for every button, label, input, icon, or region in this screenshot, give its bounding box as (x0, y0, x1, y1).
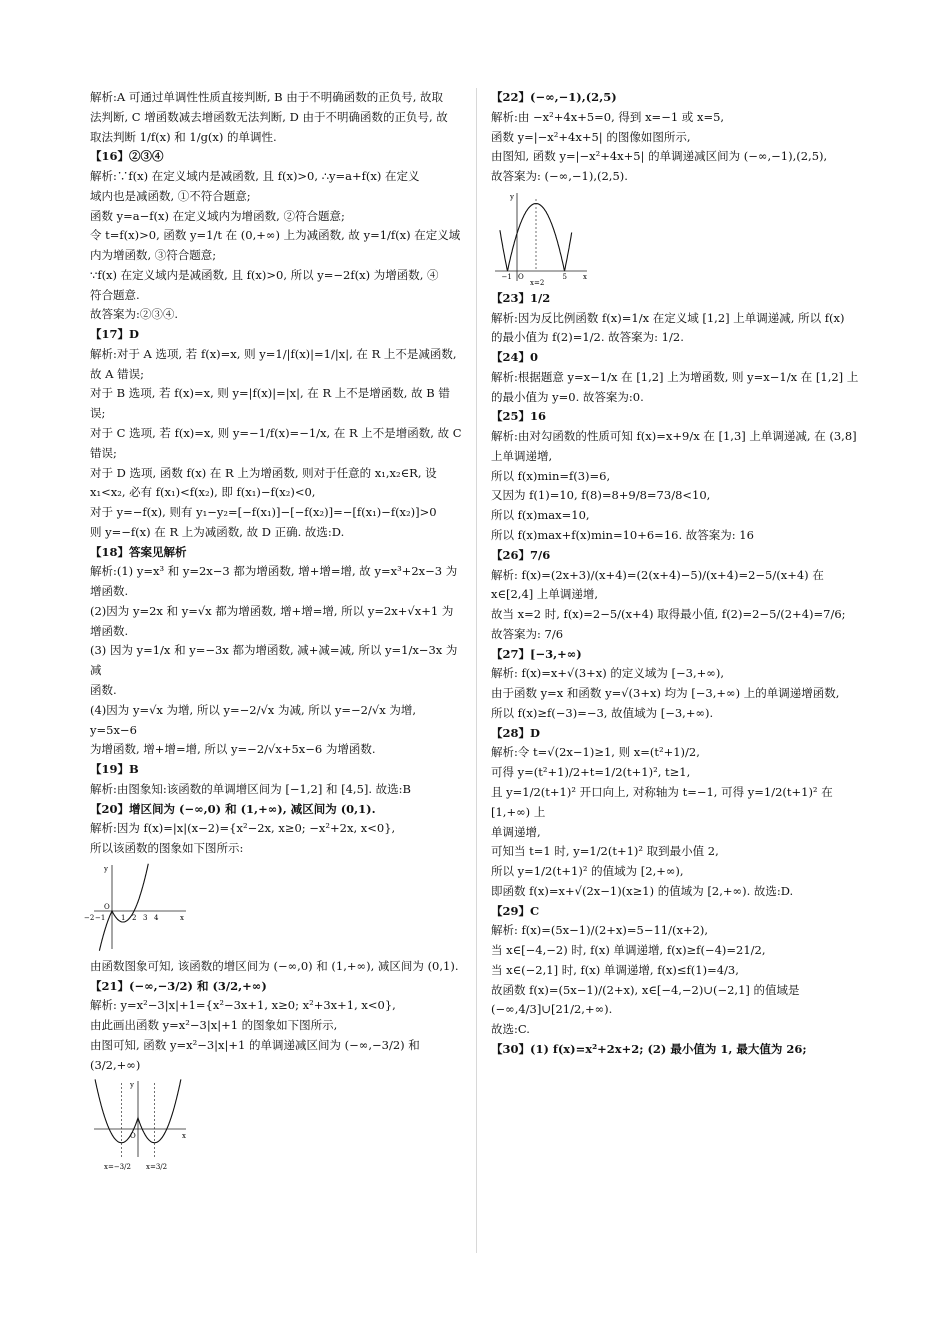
explanation-line: 所以 f(x)max=10, (491, 508, 590, 523)
explanation-line: 的最小值为 y=0. 故答案为:0. (491, 389, 644, 404)
explanation-line: 单调递增, (491, 824, 541, 839)
answer-heading: 【21】(−∞,−3/2) 和 (3/2,+∞) (90, 978, 267, 993)
tick-label: x=−3/2 (104, 1163, 131, 1172)
explanation-line: 可得 y=(t²+1)/2+t=1/2(t+1)², t≥1, (491, 765, 691, 780)
explanation-line: 又因为 f(1)=10, f(8)=8+9/8=73/8<10, (491, 488, 711, 503)
explanation-line: 对于 D 选项, 函数 f(x) 在 R 上为增函数, 则对于任意的 x₁,x₂∈R, 设 (90, 465, 437, 480)
answer-heading: 【26】7/6 (491, 547, 551, 562)
explanation-line: 增函数. (90, 623, 129, 638)
tick-label: x (180, 913, 184, 922)
explanation-line: 可知当 t=1 时, y=1/2(t+1)² 取到最小值 2, (491, 844, 719, 859)
tick-label: 4 (154, 913, 159, 922)
explanation-line: 故答案为: (−∞,−1),(2,5). (491, 169, 628, 184)
answer-heading: 【16】②③④ (90, 149, 164, 164)
explanation-line: 法判断, C 增函数减去增函数无法判断, D 由于不明确函数的正负号, 故 (90, 109, 448, 124)
explanation-line: 故选:C. (491, 1022, 530, 1037)
explanation-line: 由此画出函数 y=x²−3|x|+1 的图象如下图所示, (90, 1018, 338, 1033)
explanation-line: 由图可知, 函数 y=x²−3|x|+1 的单调递减区间为 (−∞,−3/2) 和 (3/2,+∞) (90, 1037, 420, 1072)
explanation-line: 故当 x=2 时, f(x)=2−5/(x+4) 取得最小值, f(2)=2−5/(2+4)=7/6; (491, 607, 846, 622)
tick-label: x (583, 272, 587, 281)
explanation-line: 对于 C 选项, 若 f(x)=x, 则 y=−1/f(x)=−1/x, 在 R 上不是增函数, 故 C (90, 426, 462, 441)
graph-fig20 (84, 861, 190, 953)
explanation-line: (4)因为 y=√x 为增, 所以 y=−2/√x 为减, 所以 y=−2/√x 为增, y=5x−6 (90, 702, 416, 737)
explanation-line: 解析:由对勾函数的性质可知 f(x)=x+9/x 在 [1,3] 上单调递减, 在 (3,8] (491, 429, 857, 444)
explanation-line: 解析:因为反比例函数 f(x)=1/x 在定义域 [1,2] 上单调递减, 所以 f(x) (491, 310, 845, 325)
explanation-line: 内为增函数, ③符合题意; (90, 248, 217, 263)
explanation-line: 的最小值为 f(2)=1/2. 故答案为: 1/2. (491, 330, 684, 345)
explanation-line: 解析: f(x)=(2x+3)/(x+4)=(2(x+4)−5)/(x+4)=2−5/(x+4) 在 x∈[2,4] 上单调递增, (491, 567, 824, 602)
column-divider (476, 88, 477, 1253)
answer-heading: 【18】答案见解析 (90, 544, 187, 559)
explanation-line: 解析:由图象知:该函数的单调增区间为 [−1,2] 和 [4,5]. 故选:B (90, 781, 412, 796)
explanation-line: 域内也是减函数, ①不符合题意; (90, 188, 251, 203)
tick-label: −2 (84, 913, 95, 922)
explanation-line: 则 y=−f(x) 在 R 上为减函数, 故 D 正确. 故选:D. (90, 524, 345, 539)
explanation-line: 上单调递增, (491, 448, 553, 463)
tick-label: y (510, 192, 514, 201)
explanation-line: 函数 y=|−x²+4x+5| 的图像如图所示, (491, 129, 691, 144)
tick-label: y (130, 1081, 134, 1090)
explanation-line: 由图知, 函数 y=|−x²+4x+5| 的单调递减区间为 (−∞,−1),(2,5), (491, 149, 828, 164)
explanation-line: 所以 f(x)max+f(x)min=10+6=16. 故答案为: 16 (491, 528, 754, 543)
explanation-line: 所以 f(x)min=f(3)=6, (491, 468, 611, 483)
graph-fig22 (491, 189, 591, 285)
explanation-line: 解析:根据题意 y=x−1/x 在 [1,2] 上为增函数, 则 y=x−1/x 在 [1,2] 上 (491, 369, 859, 384)
tick-label: O (518, 272, 524, 281)
figure-fig22 (491, 189, 861, 285)
axes (94, 1081, 186, 1157)
explanation-line: 错误; (90, 445, 117, 460)
figure-fig21 (90, 1077, 462, 1177)
explanation-line: 符合题意. (90, 287, 140, 302)
explanation-line: 函数 y=a−f(x) 在定义域内为增函数, ②符合题意; (90, 208, 345, 223)
explanation-line: 对于 B 选项, 若 f(x)=x, 则 y=|f(x)|=|x|, 在 R 上不是增函数, 故 B 错 (90, 386, 450, 401)
tick-label: 5 (562, 272, 567, 281)
explanation-line: 当 x∈(−2,1] 时, f(x) 单调递增, f(x)≤f(1)=4/3, (491, 962, 739, 977)
explanation-line: 误; (90, 406, 106, 421)
answer-heading: 【22】(−∞,−1),(2,5) (491, 90, 617, 104)
left-column (84, 88, 462, 1181)
tick-label: x=3/2 (146, 1163, 168, 1172)
explanation-line: 所以该函数的图象如下图所示: (90, 841, 244, 856)
graph-fig21 (90, 1077, 190, 1177)
explanation-line: 即函数 f(x)=x+√(2x−1)(x≥1) 的值域为 [2,+∞). 故选:D. (491, 883, 794, 898)
explanation-line: 当 x∈[−4,−2) 时, f(x) 单调递增, f(x)≥f(−4)=21/2, (491, 943, 766, 958)
explanation-line: (2)因为 y=2x 和 y=√x 都为增函数, 增+增=增, 所以 y=2x+√x+1 为 (90, 603, 454, 618)
answer-heading: 【29】C (491, 903, 540, 918)
explanation-line: 令 t=f(x)>0, 函数 y=1/t 在 (0,+∞) 上为减函数, 故 y=1/f(x) 在定义域 (90, 228, 461, 243)
explanation-line: 故 A 错误; (90, 366, 144, 381)
answer-heading: 【24】0 (491, 350, 539, 365)
explanation-line: 函数. (90, 682, 117, 697)
tick-label: −1 (501, 272, 512, 281)
tick-label: x=2 (530, 278, 545, 287)
explanation-line: 解析:A 可通过单调性性质直接判断, B 由于不明确函数的正负号, 故取 (90, 90, 444, 104)
figure-fig20 (84, 861, 462, 953)
explanation-line: 由函数图象可知, 该函数的增区间为 (−∞,0) 和 (1,+∞), 减区间为 (0,1). (90, 958, 459, 973)
right-column (491, 88, 861, 1060)
tick-label: 1 (121, 913, 126, 922)
explanation-line: 解析:∵f(x) 在定义域内是减函数, 且 f(x)>0, ∴y=a+f(x) 在定义 (90, 169, 420, 184)
explanation-line: 解析: f(x)=x+√(3+x) 的定义域为 [−3,+∞), (491, 666, 725, 681)
explanation-line: 故答案为: 7/6 (491, 626, 564, 641)
answer-heading: 【20】增区间为 (−∞,0) 和 (1,+∞), 减区间为 (0,1). (90, 801, 376, 816)
explanation-line: 增函数. (90, 584, 129, 599)
explanation-line: 且 y=1/2(t+1)² 开口向上, 对称轴为 t=−1, 可得 y=1/2(t+1)² 在 [1,+∞) 上 (491, 784, 833, 819)
explanation-line: (3) 因为 y=1/x 和 y=−3x 都为增函数, 减+减=减, 所以 y=1/x−3x 为减 (90, 643, 458, 678)
explanation-line: 故函数 f(x)=(5x−1)/(2+x), x∈[−4,−2)∪(−2,1] 的值域是 (−∞,4/3]∪[21/2,+∞). (491, 982, 800, 1017)
tick-label: 2 (132, 913, 137, 922)
explanation-line: ∵f(x) 在定义域内是减函数, 且 f(x)>0, 所以 y=−2f(x) 为增函数, ④ (90, 267, 439, 282)
tick-label: O (104, 902, 110, 911)
tick-label: y (104, 864, 108, 873)
explanation-line: x₁<x₂, 必有 f(x₁)<f(x₂), 即 f(x₁)−f(x₂)<0, (90, 485, 316, 500)
explanation-line: 为增函数, 增+增=增, 所以 y=−2/√x+5x−6 为增函数. (90, 742, 376, 757)
explanation-line: 解析:因为 f(x)=|x|(x−2)={x²−2x, x≥0; −x²+2x, x<0}, (90, 821, 396, 836)
explanation-line: 故答案为:②③④. (90, 307, 179, 322)
tick-label: x (182, 1132, 186, 1141)
explanation-line: 取法判断 1/f(x) 和 1/g(x) 的单调性. (90, 129, 277, 144)
explanation-line: 解析:由 −x²+4x+5=0, 得到 x=−1 或 x=5, (491, 109, 725, 124)
answer-heading: 【25】16 (491, 409, 547, 424)
answer-heading: 【30】(1) f(x)=x²+2x+2; (2) 最小值为 1, 最大值为 26; (491, 1041, 807, 1056)
tick-label: 3 (143, 913, 148, 922)
explanation-line: 解析:对于 A 选项, 若 f(x)=x, 则 y=1/|f(x)|=1/|x|, 在 R 上不是减函数, (90, 346, 457, 361)
answer-heading: 【19】B (90, 762, 139, 777)
explanation-line: 解析: f(x)=(5x−1)/(2+x)=5−11/(x+2), (491, 923, 709, 938)
answer-heading: 【27】[−3,+∞) (491, 646, 582, 661)
explanation-line: 由于函数 y=x 和函数 y=√(3+x) 均为 [−3,+∞) 上的单调递增函数, (491, 686, 840, 701)
explanation-line: 解析:令 t=√(2x−1)≥1, 则 x=(t²+1)/2, (491, 745, 700, 760)
explanation-line: 解析: y=x²−3|x|+1={x²−3x+1, x≥0; x²+3x+1, x<0}, (90, 998, 396, 1013)
answer-heading: 【28】D (491, 725, 540, 740)
tick-label: O (130, 1132, 136, 1141)
explanation-line: 解析:(1) y=x³ 和 y=2x−3 都为增函数, 增+增=增, 故 y=x³+2x−3 为 (90, 564, 458, 579)
explanation-line: 对于 y=−f(x), 则有 y₁−y₂=[−f(x₁)]−[−f(x₂)]=−[f(x₁)−f(x₂)]>0 (90, 505, 437, 520)
explanation-line: 所以 y=1/2(t+1)² 的值域为 [2,+∞), (491, 864, 684, 879)
explanation-line: 所以 f(x)≥f(−3)=−3, 故值域为 [−3,+∞). (491, 705, 714, 720)
answer-heading: 【17】D (90, 327, 139, 342)
answer-heading: 【23】1/2 (491, 290, 551, 305)
tick-label: −1 (95, 913, 106, 922)
